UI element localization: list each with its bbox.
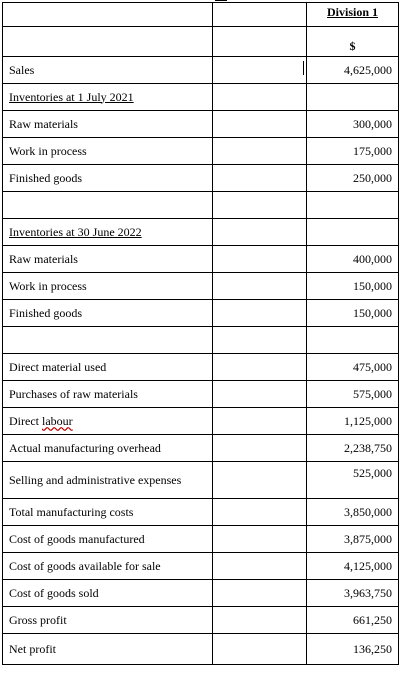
- currency-row: [3, 27, 399, 57]
- row-value: 400,000: [307, 246, 399, 273]
- row-value: 4,125,000: [307, 553, 399, 580]
- row-mid-cell: [213, 246, 307, 273]
- table-row: [3, 553, 399, 580]
- table-row: [3, 408, 399, 435]
- currency-label-cell: [3, 27, 213, 57]
- row-mid-cell: [213, 526, 307, 553]
- row-value: 525,000: [307, 462, 399, 499]
- row-label: Net profit: [3, 634, 213, 665]
- row-label: Cost of goods sold: [3, 580, 213, 607]
- blank-row: [3, 327, 399, 354]
- row-label: [3, 408, 213, 435]
- row-label: Cost of goods available for sale: [3, 553, 213, 580]
- row-mid-cell: [213, 273, 307, 300]
- row-mid-cell: [213, 165, 307, 192]
- division-cost-table: [2, 2, 399, 665]
- table-row: [3, 300, 399, 327]
- row-mid-cell: [213, 607, 307, 634]
- row-label: Work in process: [3, 273, 213, 300]
- blank-cell: [3, 192, 213, 219]
- row-mid-cell: [213, 553, 307, 580]
- table-row: [3, 580, 399, 607]
- table-row: [3, 526, 399, 553]
- row-mid-cell: [213, 634, 307, 665]
- table-row: [3, 634, 399, 665]
- row-value: 150,000: [307, 300, 399, 327]
- row-mid-cell: [213, 580, 307, 607]
- currency-mid-cell: [213, 27, 307, 57]
- row-label: Selling and administrative expenses: [3, 462, 213, 499]
- row-mid-cell: [213, 111, 307, 138]
- row-value: 175,000: [307, 138, 399, 165]
- row-label: Gross profit: [3, 607, 213, 634]
- table-row: [3, 499, 399, 526]
- table-row: [3, 273, 399, 300]
- row-label: Purchases of raw materials: [3, 381, 213, 408]
- row-mid-cell: [213, 408, 307, 435]
- row-label: Sales: [3, 57, 213, 84]
- row-value: 575,000: [307, 381, 399, 408]
- row-mid-cell: [213, 84, 307, 111]
- row-label: Actual manufacturing overhead: [3, 435, 213, 462]
- row-value: 250,000: [307, 165, 399, 192]
- row-mid-cell: [213, 57, 307, 84]
- blank-row: [3, 192, 399, 219]
- table-row: [3, 165, 399, 192]
- row-mid-cell: [213, 219, 307, 246]
- row-value: [307, 84, 399, 111]
- row-label: Work in process: [3, 138, 213, 165]
- row-value: 3,850,000: [307, 499, 399, 526]
- row-label: Direct material used: [3, 354, 213, 381]
- row-mid-cell: [213, 381, 307, 408]
- row-value: 475,000: [307, 354, 399, 381]
- table-row: [3, 607, 399, 634]
- row-value: [307, 219, 399, 246]
- section-heading: Inventories at 1 July 2021: [3, 84, 213, 111]
- row-label: Total manufacturing costs: [3, 499, 213, 526]
- table-row: [3, 381, 399, 408]
- blank-cell: [3, 327, 213, 354]
- header-label-cell: [3, 3, 213, 27]
- table-row: [3, 219, 399, 246]
- row-label: Finished goods: [3, 165, 213, 192]
- section-heading: Inventories at 30 June 2022: [3, 219, 213, 246]
- row-label: Raw materials: [3, 246, 213, 273]
- row-value: 300,000: [307, 111, 399, 138]
- table-row: [3, 462, 399, 499]
- table-row: [3, 246, 399, 273]
- row-mid-cell: [213, 435, 307, 462]
- table-row: [3, 435, 399, 462]
- row-mid-cell: [213, 499, 307, 526]
- row-value: 3,963,750: [307, 580, 399, 607]
- table-row: [3, 57, 399, 84]
- spellcheck-word: labour: [41, 413, 73, 428]
- table-row: [3, 84, 399, 111]
- row-value: 4,625,000: [307, 57, 399, 84]
- row-label: Cost of goods manufactured: [3, 526, 213, 553]
- row-mid-cell: [213, 462, 307, 499]
- header-mid-cell: [213, 3, 307, 27]
- table-row: [3, 138, 399, 165]
- row-value: 3,875,000: [307, 526, 399, 553]
- row-mid-cell: [213, 138, 307, 165]
- blank-cell: [307, 327, 399, 354]
- row-value: 136,250: [307, 634, 399, 665]
- row-value: 1,125,000: [307, 408, 399, 435]
- table-top-mark: [215, 0, 227, 1]
- table-row: [3, 354, 399, 381]
- row-label: Finished goods: [3, 300, 213, 327]
- row-value: 661,250: [307, 607, 399, 634]
- blank-cell: [213, 327, 307, 354]
- row-mid-cell: [213, 300, 307, 327]
- blank-cell: [213, 192, 307, 219]
- header-row: [3, 3, 399, 27]
- row-value: 2,238,750: [307, 435, 399, 462]
- label-prefix: Direct: [9, 413, 42, 428]
- blank-cell: [307, 192, 399, 219]
- row-value: 150,000: [307, 273, 399, 300]
- table-row: [3, 111, 399, 138]
- division-heading: Division 1: [307, 3, 399, 27]
- currency-symbol: $: [307, 27, 399, 57]
- row-label: Raw materials: [3, 111, 213, 138]
- row-mid-cell: [213, 354, 307, 381]
- text-cursor-mark: [303, 61, 304, 75]
